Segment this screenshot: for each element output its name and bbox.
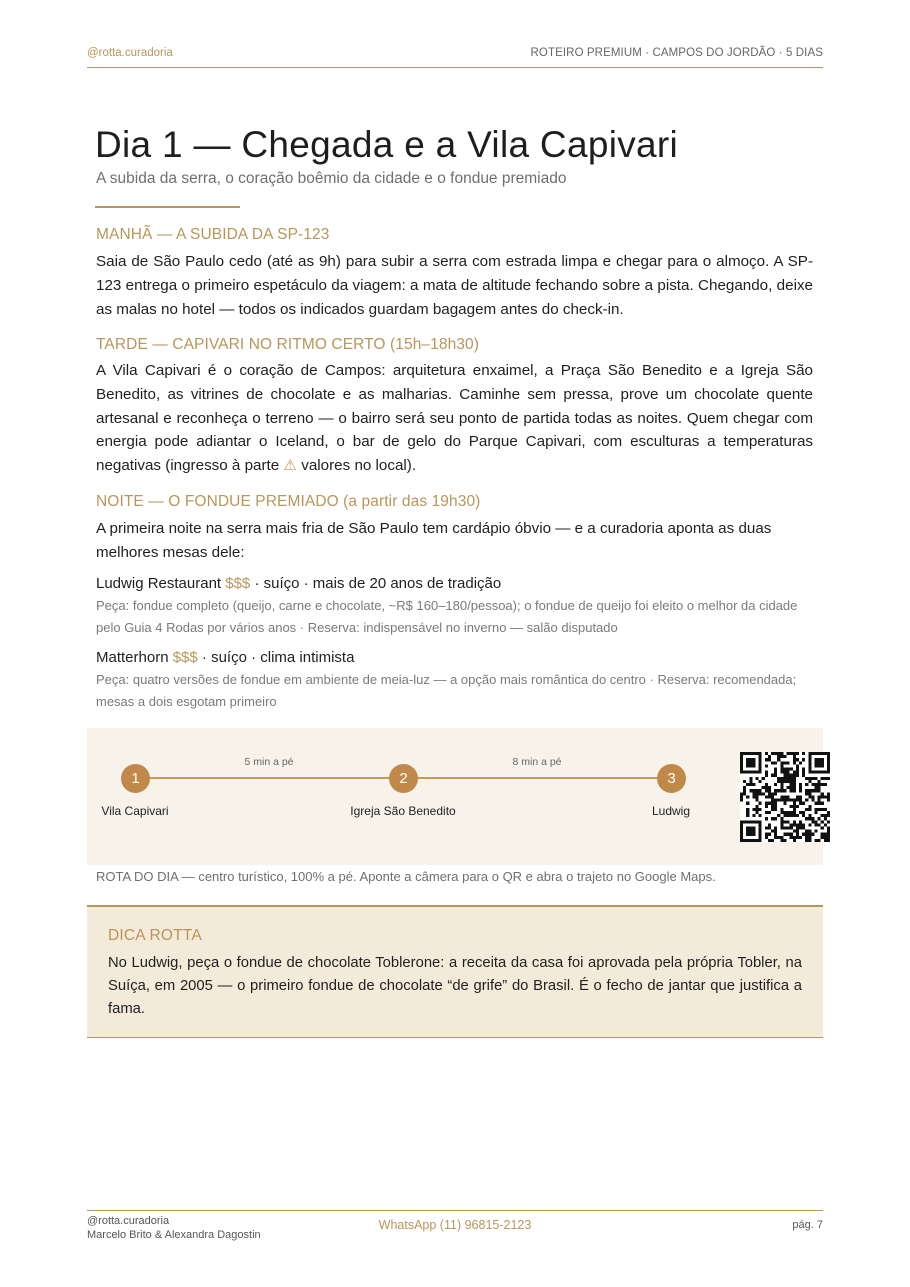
section-night-text: A primeira noite na serra mais fria de São Paulo tem cardápio óbvio — e a curadoria aponta as duas melhores mesas dele:	[96, 520, 772, 561]
afternoon-text-end: valores no local).	[297, 457, 417, 475]
section-afternoon-heading: TARDE — CAPIVARI NO RITMO CERTO (15h–18h30)	[96, 336, 480, 353]
tip-box	[87, 905, 823, 1038]
header-handle: @rotta.curadoria	[87, 47, 173, 59]
section-afternoon-text	[96, 359, 813, 478]
restaurant-name: Matterhorn	[96, 649, 169, 666]
restaurant-price: $$$	[172, 649, 198, 666]
restaurant-name: Ludwig Restaurant	[96, 575, 222, 592]
route-segment-label: 8 min a pé	[512, 756, 562, 768]
qr-code-icon[interactable]	[740, 752, 830, 842]
page-number: pág. 7	[792, 1219, 823, 1231]
section-morning-text: Saia de São Paulo cedo (até as 9h) para subir a serra com estrada limpa e chegar para o almoço. A SP-123 entrega o primeiro espetáculo da viagem: a mata de altitude fechando sobre a pista. Chegando, deixe as malas no hotel — todos os indicados guardam bagagem antes do check-in.	[96, 253, 813, 318]
footer-whatsapp[interactable]: WhatsApp (11) 96815-2123	[378, 1218, 532, 1232]
route-stop-label: Ludwig	[651, 804, 691, 818]
footer-handle: @rotta.curadoria	[87, 1215, 170, 1227]
section-morning-heading: MANHÃ — A SUBIDA DA SP-123	[96, 226, 330, 243]
tip-text: No Ludwig, peça o fondue de chocolate Toblerone: a receita da casa foi aprovada pela própria Tobler, na Suíça, em 2005 — o primeiro fondue de chocolate “de grife” do Brasil. É o fecho de jantar que justifica a fama.	[108, 955, 802, 1017]
afternoon-text-main: A Vila Capivari é o coração de Campos: arquitetura enxaimel, a Praça São Benedito e a Igreja São Benedito, as vitrines de chocolate e as malharias. Caminhe sem pressa, prove um chocolate quente artesanal e reconheça o terreno — o bairro será seu ponto de partida todas as noites. Quem chegar com energia pode adiantar o Iceland, o bar de gelo do Parque Capivari, com esculturas a temperaturas negativas (ingresso à parte	[96, 362, 813, 475]
restaurant-matterhorn	[96, 649, 354, 666]
page-title: Dia 1 — Chegada e a Vila Capivari	[95, 124, 679, 165]
restaurant-info: · suíço · clima intimista	[197, 649, 355, 666]
restaurant-ludwig	[96, 575, 501, 592]
warning-icon: ⚠	[283, 457, 298, 475]
route-segment-label: 5 min a pé	[244, 756, 294, 768]
tip-heading: DICA ROTTA	[108, 927, 202, 944]
route-stop-marker: 1	[121, 764, 150, 793]
page-header	[87, 46, 823, 68]
header-doc-title: ROTEIRO PREMIUM · CAMPOS DO JORDÃO · 5 DIAS	[530, 47, 823, 59]
route-stop-marker: 2	[389, 764, 418, 793]
route-stop-marker: 3	[657, 764, 686, 793]
route-map-panel	[87, 728, 823, 865]
section-night-heading: NOITE — O FONDUE PREMIADO (a partir das 19h30)	[96, 493, 481, 510]
footer-authors: Marcelo Brito & Alexandra Dagostin	[87, 1229, 261, 1241]
title-divider	[95, 206, 240, 208]
page-subtitle: A subida da serra, o coração boêmio da cidade e o fondue premiado	[96, 170, 567, 187]
restaurant-ludwig-desc: Peça: fondue completo (queijo, carne e chocolate, ~R$ 160–180/pessoa); o fondue de queijo foi eleito o melhor da cidade pelo Guia 4 Rodas por vários anos · Reserva: indispensável no inverno — salão disputado	[96, 598, 798, 635]
restaurant-price: $$$	[225, 575, 251, 592]
restaurant-matterhorn-desc: Peça: quatro versões de fondue em ambiente de meia-luz — a opção mais romântica do centro · Reserva: recomendada; mesas a dois esgotam primeiro	[96, 672, 797, 709]
route-stop-label: Vila Capivari	[101, 804, 169, 818]
route-caption: ROTA DO DIA — centro turístico, 100% a pé. Aponte a câmera para o QR e abra o trajeto no Google Maps.	[96, 869, 716, 884]
footer-credits	[87, 1214, 261, 1242]
restaurant-info: · suíço · mais de 20 anos de tradição	[250, 575, 502, 592]
page-footer	[87, 1210, 823, 1250]
route-stop-label: Igreja São Benedito	[350, 804, 456, 818]
